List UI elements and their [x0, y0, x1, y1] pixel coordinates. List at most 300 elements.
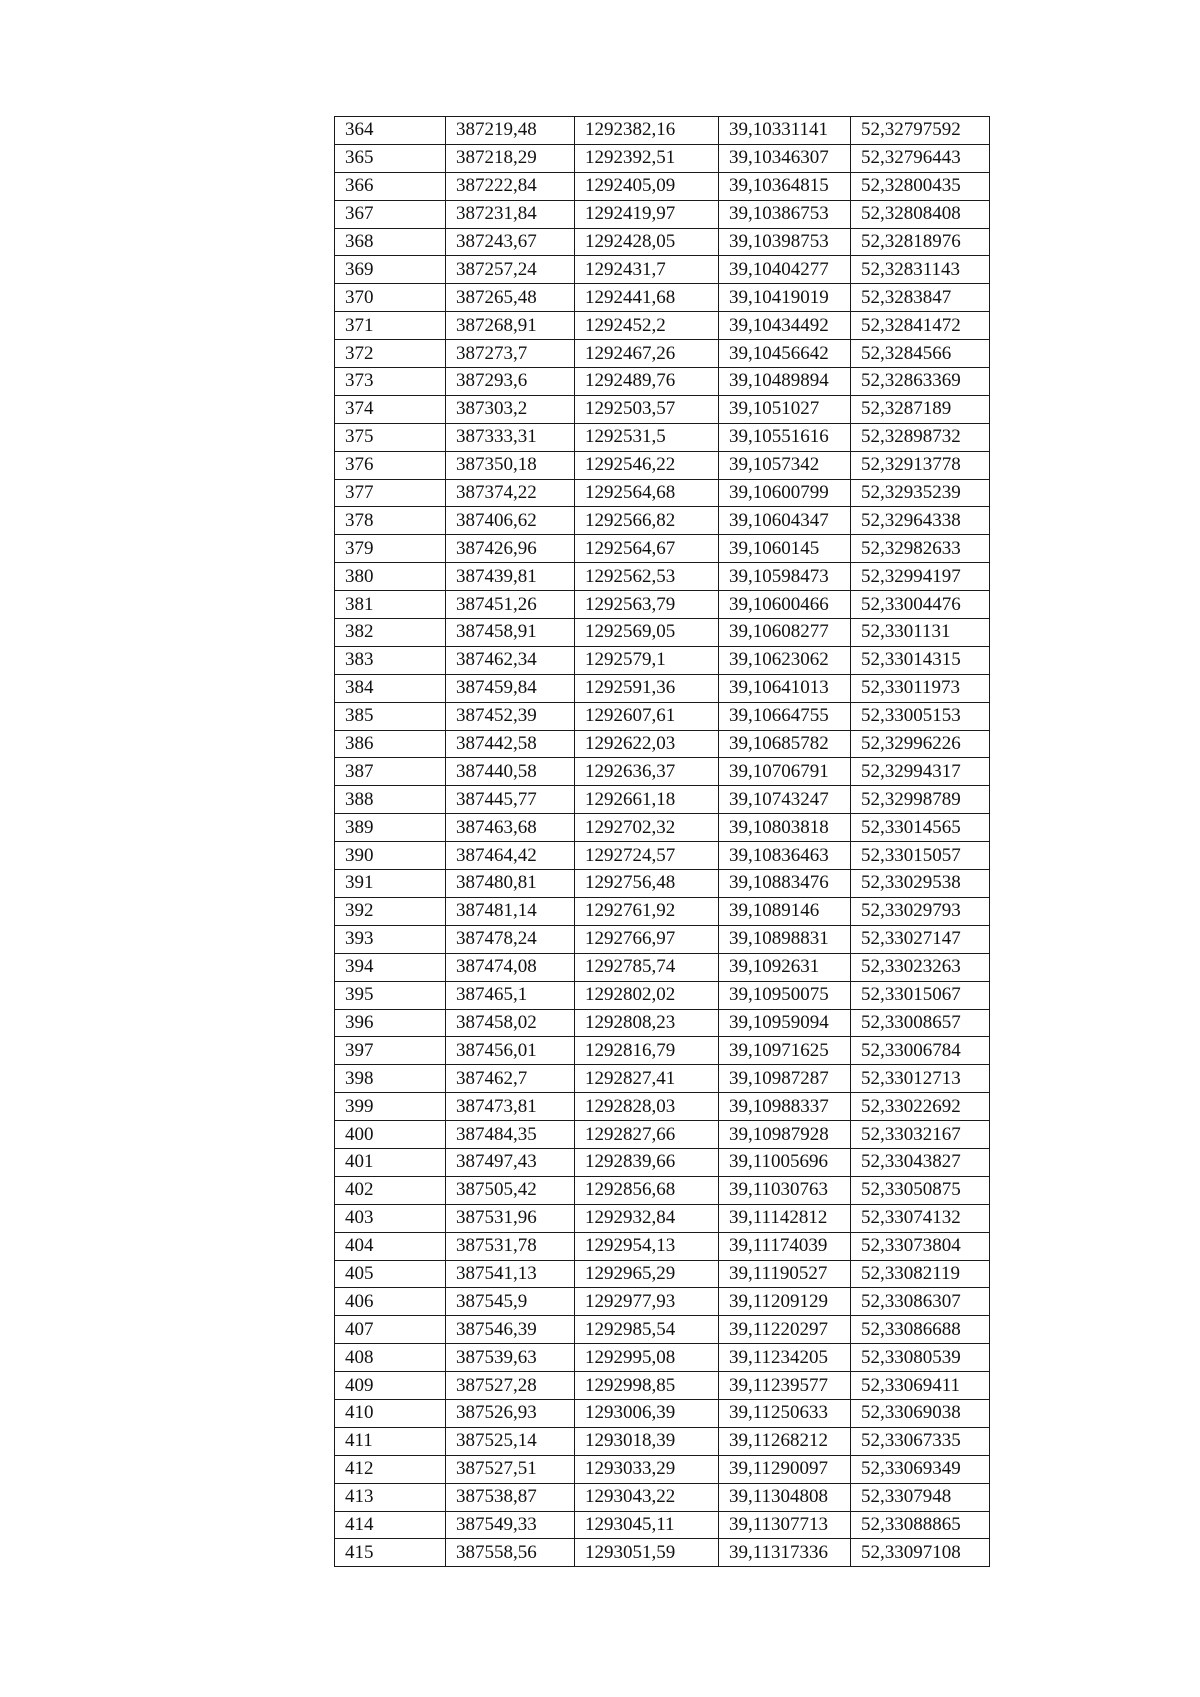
longitude-cell: 39,1057342	[719, 451, 851, 479]
latitude-cell: 52,33074132	[851, 1204, 990, 1232]
point-number-cell: 365	[335, 144, 446, 172]
y-coordinate-cell: 1293033,29	[575, 1455, 719, 1483]
table-row	[335, 758, 990, 786]
y-coordinate-cell: 1292441,68	[575, 284, 719, 312]
x-coordinate-cell: 387333,31	[446, 423, 575, 451]
table-row	[335, 981, 990, 1009]
point-number-cell: 408	[335, 1344, 446, 1372]
point-number-cell: 403	[335, 1204, 446, 1232]
table-row	[335, 1511, 990, 1539]
longitude-cell: 39,11234205	[719, 1344, 851, 1372]
point-number-cell: 387	[335, 758, 446, 786]
x-coordinate-cell: 387458,91	[446, 619, 575, 647]
point-number-cell: 368	[335, 228, 446, 256]
y-coordinate-cell: 1293045,11	[575, 1511, 719, 1539]
latitude-cell: 52,33027147	[851, 925, 990, 953]
point-number-cell: 393	[335, 925, 446, 953]
x-coordinate-cell: 387505,42	[446, 1176, 575, 1204]
table-row	[335, 1372, 990, 1400]
y-coordinate-cell: 1292828,03	[575, 1093, 719, 1121]
point-number-cell: 390	[335, 842, 446, 870]
x-coordinate-cell: 387218,29	[446, 144, 575, 172]
point-number-cell: 379	[335, 535, 446, 563]
longitude-cell: 39,10386753	[719, 200, 851, 228]
point-number-cell: 378	[335, 507, 446, 535]
point-number-cell: 364	[335, 117, 446, 145]
longitude-cell: 39,11209129	[719, 1288, 851, 1316]
table-row	[335, 423, 990, 451]
point-number-cell: 382	[335, 619, 446, 647]
table-row	[335, 1121, 990, 1149]
x-coordinate-cell: 387459,84	[446, 674, 575, 702]
y-coordinate-cell: 1292452,2	[575, 312, 719, 340]
point-number-cell: 410	[335, 1399, 446, 1427]
longitude-cell: 39,1092631	[719, 953, 851, 981]
point-number-cell: 374	[335, 395, 446, 423]
coordinates-table	[334, 116, 990, 1567]
point-number-cell: 386	[335, 730, 446, 758]
longitude-cell: 39,11250633	[719, 1399, 851, 1427]
y-coordinate-cell: 1292816,79	[575, 1037, 719, 1065]
table-row	[335, 256, 990, 284]
x-coordinate-cell: 387456,01	[446, 1037, 575, 1065]
table-row	[335, 284, 990, 312]
latitude-cell: 52,32913778	[851, 451, 990, 479]
longitude-cell: 39,10987287	[719, 1065, 851, 1093]
y-coordinate-cell: 1292431,7	[575, 256, 719, 284]
point-number-cell: 385	[335, 702, 446, 730]
y-coordinate-cell: 1292766,97	[575, 925, 719, 953]
table-row	[335, 591, 990, 619]
latitude-cell: 52,33067335	[851, 1427, 990, 1455]
x-coordinate-cell: 387231,84	[446, 200, 575, 228]
y-coordinate-cell: 1292977,93	[575, 1288, 719, 1316]
y-coordinate-cell: 1292827,66	[575, 1121, 719, 1149]
table-row	[335, 340, 990, 368]
point-number-cell: 389	[335, 814, 446, 842]
x-coordinate-cell: 387473,81	[446, 1093, 575, 1121]
latitude-cell: 52,3283847	[851, 284, 990, 312]
point-number-cell: 415	[335, 1539, 446, 1567]
latitude-cell: 52,33006784	[851, 1037, 990, 1065]
x-coordinate-cell: 387545,9	[446, 1288, 575, 1316]
table-row	[335, 1148, 990, 1176]
table-row	[335, 786, 990, 814]
table-row	[335, 1260, 990, 1288]
point-number-cell: 395	[335, 981, 446, 1009]
longitude-cell: 39,10706791	[719, 758, 851, 786]
point-number-cell: 412	[335, 1455, 446, 1483]
y-coordinate-cell: 1292405,09	[575, 172, 719, 200]
point-number-cell: 413	[335, 1483, 446, 1511]
latitude-cell: 52,32996226	[851, 730, 990, 758]
table-row	[335, 368, 990, 396]
longitude-cell: 39,10600466	[719, 591, 851, 619]
latitude-cell: 52,33014565	[851, 814, 990, 842]
y-coordinate-cell: 1292467,26	[575, 340, 719, 368]
latitude-cell: 52,33015067	[851, 981, 990, 1009]
table-row	[335, 925, 990, 953]
coordinates-table-body	[335, 117, 990, 1567]
latitude-cell: 52,33008657	[851, 1009, 990, 1037]
y-coordinate-cell: 1292562,53	[575, 563, 719, 591]
latitude-cell: 52,33069038	[851, 1399, 990, 1427]
x-coordinate-cell: 387426,96	[446, 535, 575, 563]
latitude-cell: 52,32994317	[851, 758, 990, 786]
point-number-cell: 404	[335, 1232, 446, 1260]
longitude-cell: 39,11142812	[719, 1204, 851, 1232]
table-row	[335, 507, 990, 535]
point-number-cell: 367	[335, 200, 446, 228]
longitude-cell: 39,10456642	[719, 340, 851, 368]
y-coordinate-cell: 1292503,57	[575, 395, 719, 423]
point-number-cell: 371	[335, 312, 446, 340]
point-number-cell: 407	[335, 1316, 446, 1344]
latitude-cell: 52,3284566	[851, 340, 990, 368]
longitude-cell: 39,10664755	[719, 702, 851, 730]
table-row	[335, 1427, 990, 1455]
latitude-cell: 52,32808408	[851, 200, 990, 228]
point-number-cell: 380	[335, 563, 446, 591]
latitude-cell: 52,32964338	[851, 507, 990, 535]
table-row	[335, 1455, 990, 1483]
table-row	[335, 702, 990, 730]
y-coordinate-cell: 1292563,79	[575, 591, 719, 619]
x-coordinate-cell: 387484,35	[446, 1121, 575, 1149]
y-coordinate-cell: 1292382,16	[575, 117, 719, 145]
point-number-cell: 396	[335, 1009, 446, 1037]
longitude-cell: 39,10641013	[719, 674, 851, 702]
longitude-cell: 39,11190527	[719, 1260, 851, 1288]
y-coordinate-cell: 1292531,5	[575, 423, 719, 451]
longitude-cell: 39,10489894	[719, 368, 851, 396]
point-number-cell: 400	[335, 1121, 446, 1149]
longitude-cell: 39,10883476	[719, 870, 851, 898]
longitude-cell: 39,10959094	[719, 1009, 851, 1037]
point-number-cell: 370	[335, 284, 446, 312]
table-row	[335, 646, 990, 674]
point-number-cell: 369	[335, 256, 446, 284]
point-number-cell: 409	[335, 1372, 446, 1400]
longitude-cell: 39,10950075	[719, 981, 851, 1009]
latitude-cell: 52,32831143	[851, 256, 990, 284]
point-number-cell: 399	[335, 1093, 446, 1121]
y-coordinate-cell: 1292985,54	[575, 1316, 719, 1344]
x-coordinate-cell: 387480,81	[446, 870, 575, 898]
x-coordinate-cell: 387440,58	[446, 758, 575, 786]
x-coordinate-cell: 387549,33	[446, 1511, 575, 1539]
table-row	[335, 1483, 990, 1511]
table-row	[335, 870, 990, 898]
y-coordinate-cell: 1292579,1	[575, 646, 719, 674]
longitude-cell: 39,10898831	[719, 925, 851, 953]
latitude-cell: 52,32841472	[851, 312, 990, 340]
x-coordinate-cell: 387474,08	[446, 953, 575, 981]
latitude-cell: 52,32800435	[851, 172, 990, 200]
point-number-cell: 406	[335, 1288, 446, 1316]
latitude-cell: 52,33022692	[851, 1093, 990, 1121]
y-coordinate-cell: 1292546,22	[575, 451, 719, 479]
point-number-cell: 373	[335, 368, 446, 396]
latitude-cell: 52,3301131	[851, 619, 990, 647]
latitude-cell: 52,32898732	[851, 423, 990, 451]
latitude-cell: 52,33032167	[851, 1121, 990, 1149]
y-coordinate-cell: 1292995,08	[575, 1344, 719, 1372]
point-number-cell: 384	[335, 674, 446, 702]
latitude-cell: 52,33043827	[851, 1148, 990, 1176]
y-coordinate-cell: 1292428,05	[575, 228, 719, 256]
x-coordinate-cell: 387465,1	[446, 981, 575, 1009]
longitude-cell: 39,11239577	[719, 1372, 851, 1400]
table-row	[335, 1037, 990, 1065]
table-row	[335, 897, 990, 925]
y-coordinate-cell: 1292827,41	[575, 1065, 719, 1093]
longitude-cell: 39,10987928	[719, 1121, 851, 1149]
table-row	[335, 1316, 990, 1344]
table-row	[335, 1204, 990, 1232]
x-coordinate-cell: 387497,43	[446, 1148, 575, 1176]
x-coordinate-cell: 387538,87	[446, 1483, 575, 1511]
longitude-cell: 39,10836463	[719, 842, 851, 870]
longitude-cell: 39,10598473	[719, 563, 851, 591]
point-number-cell: 394	[335, 953, 446, 981]
table-row	[335, 117, 990, 145]
y-coordinate-cell: 1292702,32	[575, 814, 719, 842]
table-row	[335, 395, 990, 423]
longitude-cell: 39,10551616	[719, 423, 851, 451]
latitude-cell: 52,3307948	[851, 1483, 990, 1511]
longitude-cell: 39,11290097	[719, 1455, 851, 1483]
longitude-cell: 39,11307713	[719, 1511, 851, 1539]
longitude-cell: 39,11268212	[719, 1427, 851, 1455]
point-number-cell: 398	[335, 1065, 446, 1093]
y-coordinate-cell: 1292785,74	[575, 953, 719, 981]
x-coordinate-cell: 387439,81	[446, 563, 575, 591]
x-coordinate-cell: 387525,14	[446, 1427, 575, 1455]
longitude-cell: 39,11174039	[719, 1232, 851, 1260]
x-coordinate-cell: 387462,34	[446, 646, 575, 674]
longitude-cell: 39,11317336	[719, 1539, 851, 1567]
table-row	[335, 1093, 990, 1121]
latitude-cell: 52,33097108	[851, 1539, 990, 1567]
latitude-cell: 52,33029793	[851, 897, 990, 925]
x-coordinate-cell: 387464,42	[446, 842, 575, 870]
y-coordinate-cell: 1292392,51	[575, 144, 719, 172]
table-row	[335, 172, 990, 200]
table-row	[335, 953, 990, 981]
point-number-cell: 392	[335, 897, 446, 925]
table-row	[335, 535, 990, 563]
latitude-cell: 52,32818976	[851, 228, 990, 256]
longitude-cell: 39,10685782	[719, 730, 851, 758]
point-number-cell: 391	[335, 870, 446, 898]
longitude-cell: 39,10404277	[719, 256, 851, 284]
x-coordinate-cell: 387531,96	[446, 1204, 575, 1232]
point-number-cell: 397	[335, 1037, 446, 1065]
y-coordinate-cell: 1292856,68	[575, 1176, 719, 1204]
y-coordinate-cell: 1293006,39	[575, 1399, 719, 1427]
x-coordinate-cell: 387293,6	[446, 368, 575, 396]
x-coordinate-cell: 387268,91	[446, 312, 575, 340]
x-coordinate-cell: 387442,58	[446, 730, 575, 758]
y-coordinate-cell: 1292569,05	[575, 619, 719, 647]
y-coordinate-cell: 1292998,85	[575, 1372, 719, 1400]
longitude-cell: 39,10364815	[719, 172, 851, 200]
point-number-cell: 372	[335, 340, 446, 368]
point-number-cell: 401	[335, 1148, 446, 1176]
x-coordinate-cell: 387478,24	[446, 925, 575, 953]
longitude-cell: 39,10398753	[719, 228, 851, 256]
latitude-cell: 52,33069411	[851, 1372, 990, 1400]
latitude-cell: 52,33015057	[851, 842, 990, 870]
latitude-cell: 52,33086688	[851, 1316, 990, 1344]
x-coordinate-cell: 387462,7	[446, 1065, 575, 1093]
x-coordinate-cell: 387406,62	[446, 507, 575, 535]
longitude-cell: 39,11005696	[719, 1148, 851, 1176]
x-coordinate-cell: 387452,39	[446, 702, 575, 730]
x-coordinate-cell: 387219,48	[446, 117, 575, 145]
latitude-cell: 52,33014315	[851, 646, 990, 674]
table-row	[335, 619, 990, 647]
longitude-cell: 39,10971625	[719, 1037, 851, 1065]
y-coordinate-cell: 1292636,37	[575, 758, 719, 786]
latitude-cell: 52,33080539	[851, 1344, 990, 1372]
x-coordinate-cell: 387303,2	[446, 395, 575, 423]
x-coordinate-cell: 387526,93	[446, 1399, 575, 1427]
y-coordinate-cell: 1292607,61	[575, 702, 719, 730]
x-coordinate-cell: 387463,68	[446, 814, 575, 842]
point-number-cell: 383	[335, 646, 446, 674]
y-coordinate-cell: 1292839,66	[575, 1148, 719, 1176]
latitude-cell: 52,33050875	[851, 1176, 990, 1204]
table-row	[335, 1232, 990, 1260]
latitude-cell: 52,33086307	[851, 1288, 990, 1316]
x-coordinate-cell: 387243,67	[446, 228, 575, 256]
longitude-cell: 39,10419019	[719, 284, 851, 312]
longitude-cell: 39,11030763	[719, 1176, 851, 1204]
table-row	[335, 1065, 990, 1093]
point-number-cell: 402	[335, 1176, 446, 1204]
table-row	[335, 200, 990, 228]
table-row	[335, 312, 990, 340]
table-row	[335, 1176, 990, 1204]
table-row	[335, 730, 990, 758]
y-coordinate-cell: 1292661,18	[575, 786, 719, 814]
y-coordinate-cell: 1292954,13	[575, 1232, 719, 1260]
latitude-cell: 52,33004476	[851, 591, 990, 619]
x-coordinate-cell: 387350,18	[446, 451, 575, 479]
latitude-cell: 52,32797592	[851, 117, 990, 145]
y-coordinate-cell: 1292724,57	[575, 842, 719, 870]
y-coordinate-cell: 1292622,03	[575, 730, 719, 758]
y-coordinate-cell: 1292808,23	[575, 1009, 719, 1037]
longitude-cell: 39,1089146	[719, 897, 851, 925]
point-number-cell: 411	[335, 1427, 446, 1455]
table-row	[335, 1009, 990, 1037]
latitude-cell: 52,32796443	[851, 144, 990, 172]
latitude-cell: 52,33082119	[851, 1260, 990, 1288]
table-row	[335, 144, 990, 172]
table-row	[335, 1399, 990, 1427]
table-row	[335, 563, 990, 591]
latitude-cell: 52,32863369	[851, 368, 990, 396]
x-coordinate-cell: 387458,02	[446, 1009, 575, 1037]
longitude-cell: 39,11220297	[719, 1316, 851, 1344]
longitude-cell: 39,10434492	[719, 312, 851, 340]
latitude-cell: 52,32982633	[851, 535, 990, 563]
x-coordinate-cell: 387541,13	[446, 1260, 575, 1288]
y-coordinate-cell: 1293043,22	[575, 1483, 719, 1511]
x-coordinate-cell: 387546,39	[446, 1316, 575, 1344]
table-row	[335, 674, 990, 702]
x-coordinate-cell: 387273,7	[446, 340, 575, 368]
longitude-cell: 39,10743247	[719, 786, 851, 814]
y-coordinate-cell: 1292932,84	[575, 1204, 719, 1232]
point-number-cell: 376	[335, 451, 446, 479]
y-coordinate-cell: 1292566,82	[575, 507, 719, 535]
longitude-cell: 39,10608277	[719, 619, 851, 647]
x-coordinate-cell: 387527,51	[446, 1455, 575, 1483]
y-coordinate-cell: 1292756,48	[575, 870, 719, 898]
point-number-cell: 388	[335, 786, 446, 814]
point-number-cell: 375	[335, 423, 446, 451]
x-coordinate-cell: 387481,14	[446, 897, 575, 925]
latitude-cell: 52,33069349	[851, 1455, 990, 1483]
x-coordinate-cell: 387527,28	[446, 1372, 575, 1400]
point-number-cell: 414	[335, 1511, 446, 1539]
latitude-cell: 52,33005153	[851, 702, 990, 730]
table-row	[335, 814, 990, 842]
point-number-cell: 377	[335, 479, 446, 507]
x-coordinate-cell: 387451,26	[446, 591, 575, 619]
longitude-cell: 39,10331141	[719, 117, 851, 145]
latitude-cell: 52,32994197	[851, 563, 990, 591]
longitude-cell: 39,10600799	[719, 479, 851, 507]
latitude-cell: 52,33011973	[851, 674, 990, 702]
y-coordinate-cell: 1292489,76	[575, 368, 719, 396]
latitude-cell: 52,33088865	[851, 1511, 990, 1539]
point-number-cell: 405	[335, 1260, 446, 1288]
y-coordinate-cell: 1292591,36	[575, 674, 719, 702]
x-coordinate-cell: 387558,56	[446, 1539, 575, 1567]
latitude-cell: 52,33029538	[851, 870, 990, 898]
x-coordinate-cell: 387539,63	[446, 1344, 575, 1372]
latitude-cell: 52,32998789	[851, 786, 990, 814]
y-coordinate-cell: 1293018,39	[575, 1427, 719, 1455]
latitude-cell: 52,33073804	[851, 1232, 990, 1260]
longitude-cell: 39,10803818	[719, 814, 851, 842]
x-coordinate-cell: 387257,24	[446, 256, 575, 284]
latitude-cell: 52,33012713	[851, 1065, 990, 1093]
table-row	[335, 479, 990, 507]
longitude-cell: 39,1060145	[719, 535, 851, 563]
y-coordinate-cell: 1292965,29	[575, 1260, 719, 1288]
longitude-cell: 39,10623062	[719, 646, 851, 674]
x-coordinate-cell: 387531,78	[446, 1232, 575, 1260]
table-row	[335, 1288, 990, 1316]
y-coordinate-cell: 1292761,92	[575, 897, 719, 925]
longitude-cell: 39,10988337	[719, 1093, 851, 1121]
y-coordinate-cell: 1293051,59	[575, 1539, 719, 1567]
point-number-cell: 366	[335, 172, 446, 200]
y-coordinate-cell: 1292564,68	[575, 479, 719, 507]
latitude-cell: 52,33023263	[851, 953, 990, 981]
x-coordinate-cell: 387222,84	[446, 172, 575, 200]
x-coordinate-cell: 387445,77	[446, 786, 575, 814]
y-coordinate-cell: 1292802,02	[575, 981, 719, 1009]
x-coordinate-cell: 387265,48	[446, 284, 575, 312]
longitude-cell: 39,11304808	[719, 1483, 851, 1511]
